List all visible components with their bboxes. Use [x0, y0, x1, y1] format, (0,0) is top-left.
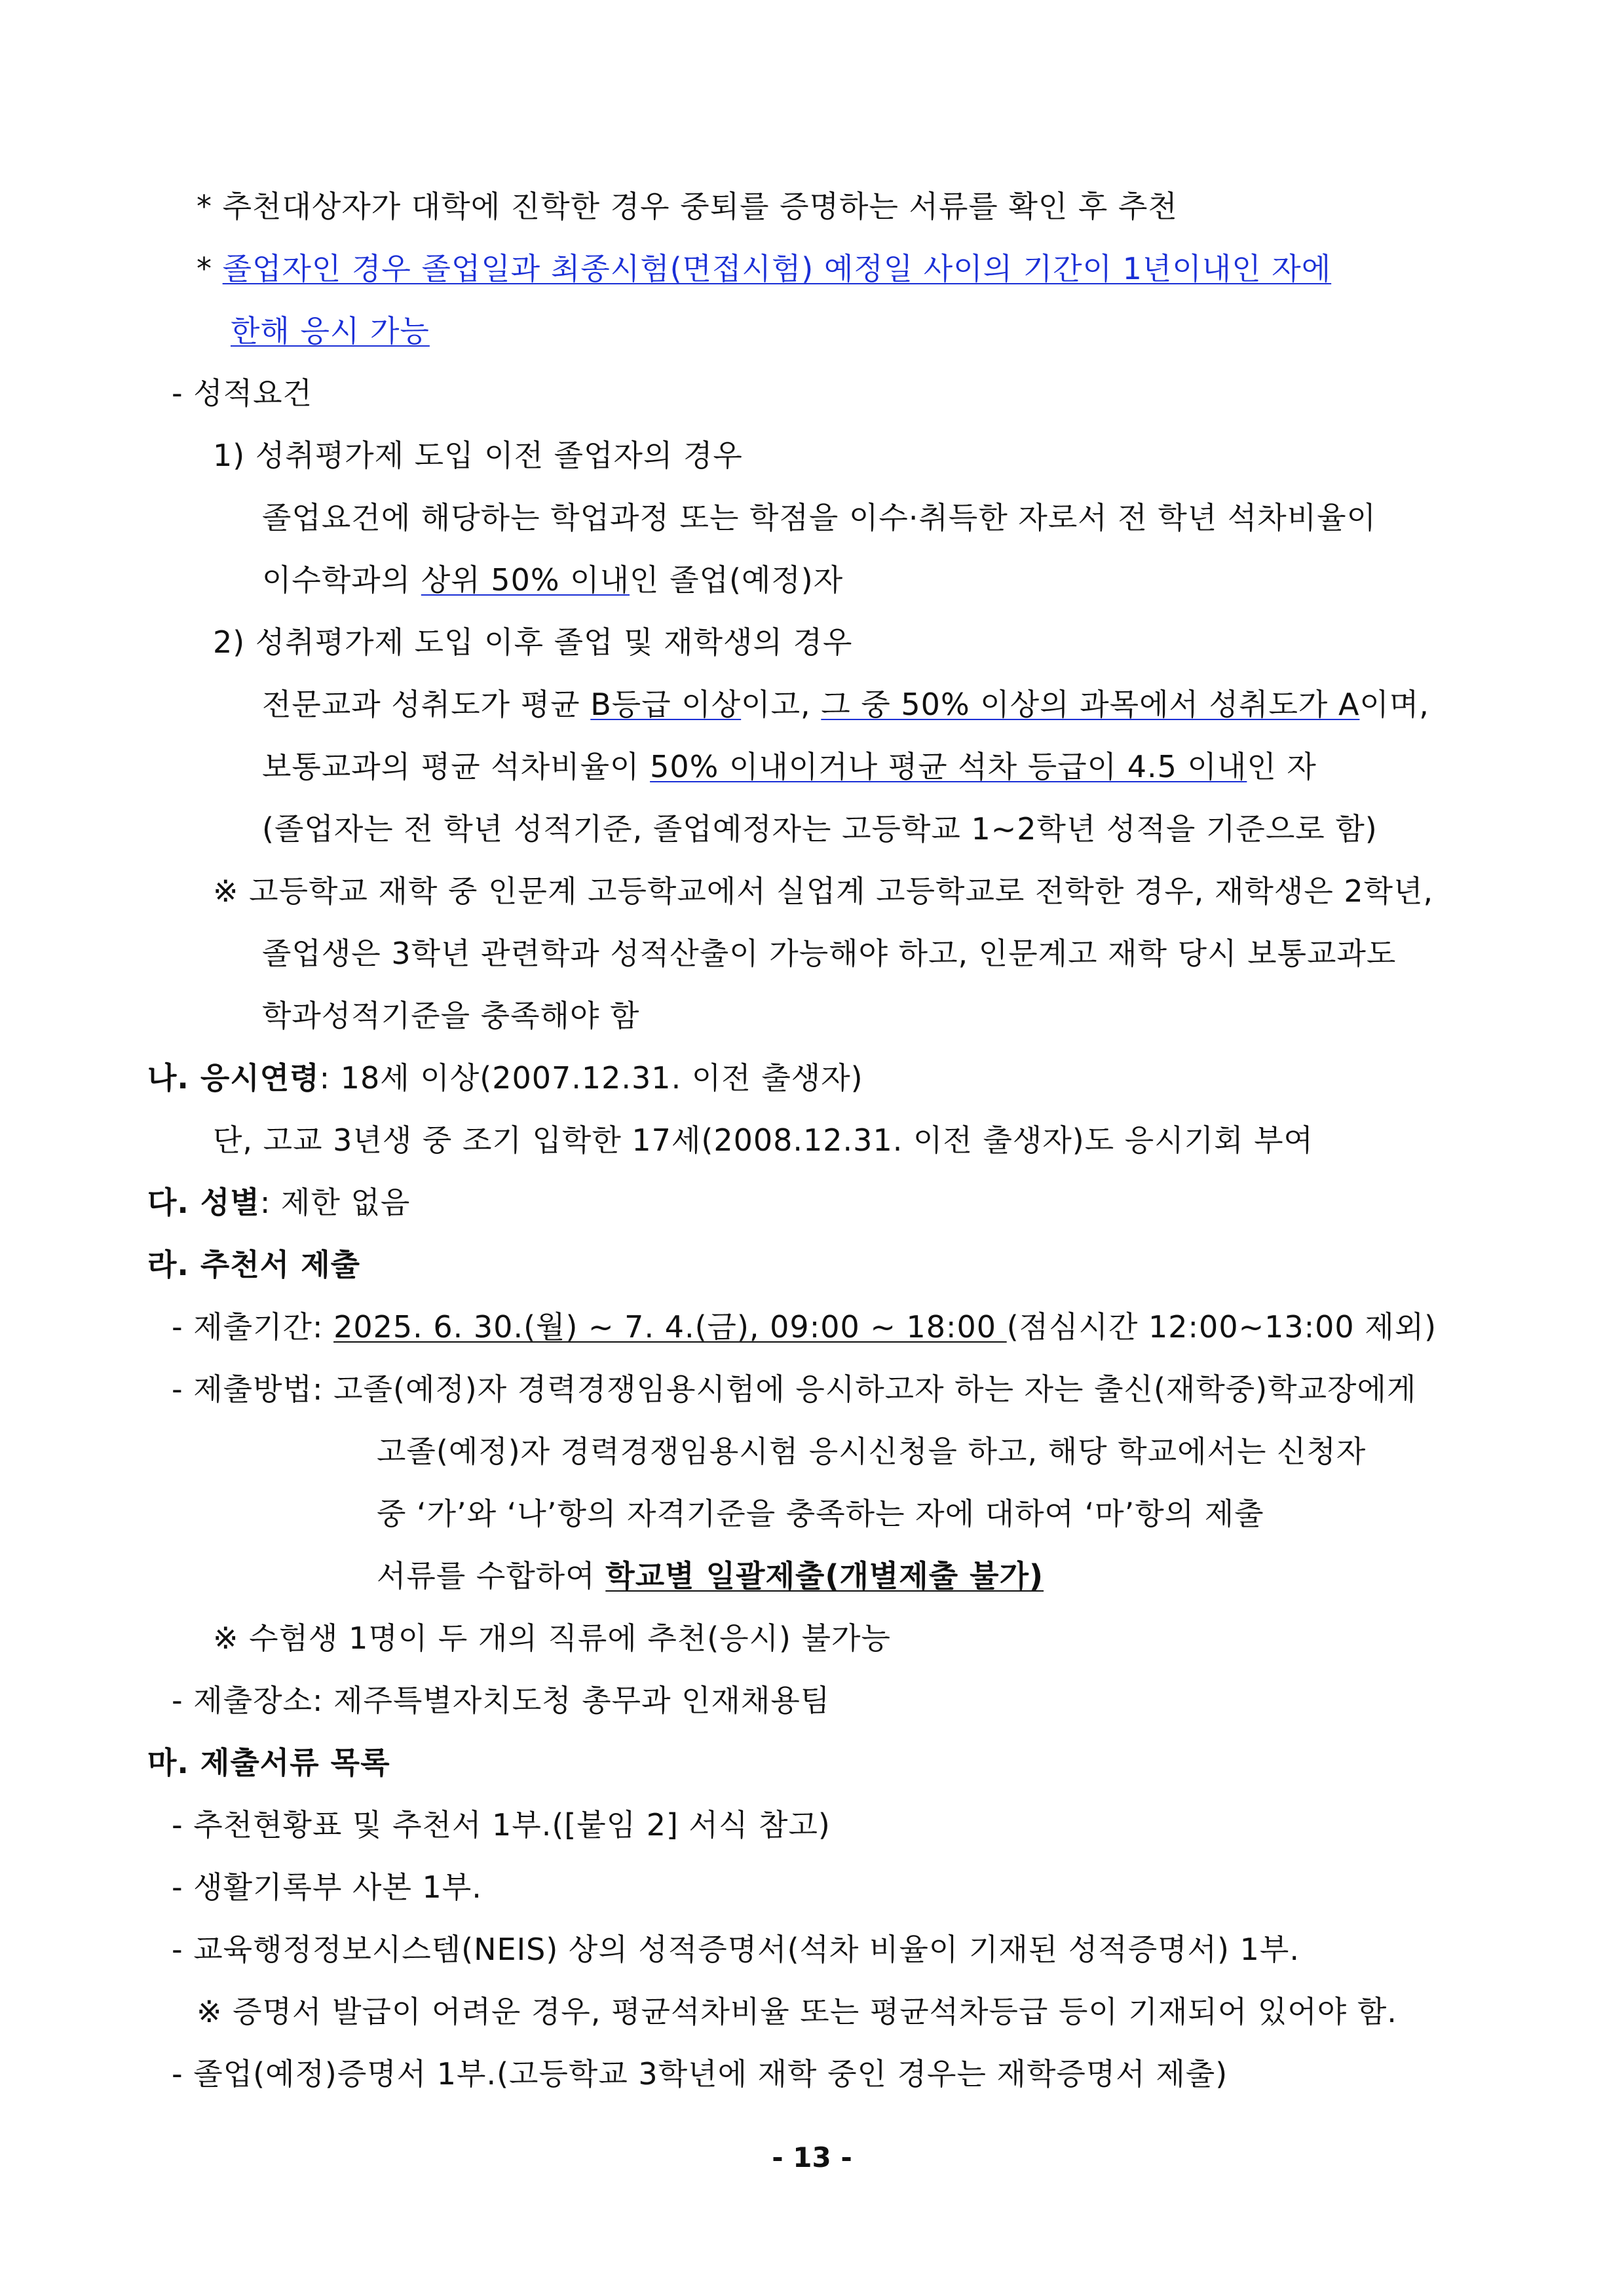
submission-period: - 제출기간: 2025. 6. 30.(월) ~ 7. 4.(금), 09:00 ~ 18:00 (점심시간 12:00~13:00 제외): [172, 1309, 1437, 1345]
page-number: - 13 -: [772, 2141, 852, 2173]
submission-method-cont-3: 서류를 수합하여 학교별 일괄제출(개별제출 불가): [377, 1558, 1044, 1594]
document-item-1: - 추천현황표 및 추천서 1부.([붙임 2] 서식 참고): [172, 1807, 831, 1843]
note-line-2: * 졸업자인 경우 졸업일과 최종시험(면접시험) 예정일 사이의 기간이 1년이내인 자에: [197, 251, 1332, 286]
item-1-text: 졸업요건에 해당하는 학업과정 또는 학점을 이수·취득한 자로서 전 학년 석차비율이: [262, 500, 1377, 535]
submission-method-cont: 고졸(예정)자 경력경쟁임용시험 응시신청을 하고, 해당 학교에서는 신청자: [377, 1434, 1367, 1469]
submission-place: - 제출장소: 제주특별자치도청 총무과 인재채용팀: [172, 1683, 831, 1718]
section-documents: 마. 제출서류 목록: [147, 1745, 390, 1780]
transfer-note: ※ 고등학교 재학 중 인문계 고등학교에서 실업계 고등학교로 전학한 경우, 재학생은 2학년,: [213, 873, 1434, 909]
note-line-1: * 추천대상자가 대학에 진학한 경우 중퇴를 증명하는 서류를 확인 후 추천: [197, 189, 1178, 224]
document-item-3: - 교육행정정보시스템(NEIS) 상의 성적증명서(석차 비율이 기재된 성적증명서) 1부.: [172, 1932, 1300, 1967]
age-exception: 단, 고교 3년생 중 조기 입학한 17세(2008.12.31. 이전 출생자)도 응시기회 부여: [213, 1122, 1313, 1158]
section-grade-requirements: - 성적요건: [172, 375, 312, 411]
highlight-text: 한해 응시 가능: [231, 313, 430, 349]
transfer-note-cont-2: 학과성적기준을 충족해야 함: [262, 998, 640, 1033]
item-2-text-cont: 보통교과의 평균 석차비율이 50% 이내이거나 평균 석차 등급이 4.5 이내인 자: [262, 749, 1317, 784]
candidate-note: ※ 수험생 1명이 두 개의 직류에 추천(응시) 불가능: [213, 1620, 891, 1656]
section-recommendation: 라. 추천서 제출: [147, 1247, 361, 1282]
note-line-3: [231, 311, 430, 351]
highlight-text: 졸업자인 경우 졸업일과 최종시험(면접시험) 예정일 사이의 기간이 1년이내인 자에: [222, 251, 1332, 286]
document-note: ※ 증명서 발급이 어려운 경우, 평균석차비율 또는 평균석차등급 등이 기재되어 있어야 함.: [197, 1994, 1397, 2029]
item-1-text-cont: 이수학과의 상위 50% 이내인 졸업(예정)자: [262, 562, 844, 598]
item-2-note: (졸업자는 전 학년 성적기준, 졸업예정자는 고등학교 1~2학년 성적을 기준으로 함): [262, 811, 1378, 847]
item-2-title: 2) 성취평가제 도입 이후 졸업 및 재학생의 경우: [213, 624, 853, 660]
section-gender: 다. 성별: 제한 없음: [147, 1185, 411, 1220]
submission-method-cont-2: 중 ‘가’와 ‘나’항의 자격기준을 충족하는 자에 대하여 ‘마’항의 제출: [377, 1496, 1264, 1531]
item-2-text: 전문교과 성취도가 평균 B등급 이상이고, 그 중 50% 이상의 과목에서 성취도가 A이며,: [262, 687, 1429, 722]
transfer-note-cont: 졸업생은 3학년 관련학과 성적산출이 가능해야 하고, 인문계고 재학 당시 보통교과도: [262, 936, 1397, 971]
item-1-title: 1) 성취평가제 도입 이전 졸업자의 경우: [213, 438, 743, 473]
document-item-4: - 졸업(예정)증명서 1부.(고등학교 3학년에 재학 중인 경우는 재학증명서 제출): [172, 2056, 1228, 2092]
section-age: 나. 응시연령: 18세 이상(2007.12.31. 이전 출생자): [147, 1060, 863, 1096]
document-item-2: - 생활기록부 사본 1부.: [172, 1869, 482, 1905]
submission-method: - 제출방법: 고졸(예정)자 경력경쟁임용시험에 응시하고자 하는 자는 출신(재학중)학교장에게: [172, 1371, 1417, 1407]
